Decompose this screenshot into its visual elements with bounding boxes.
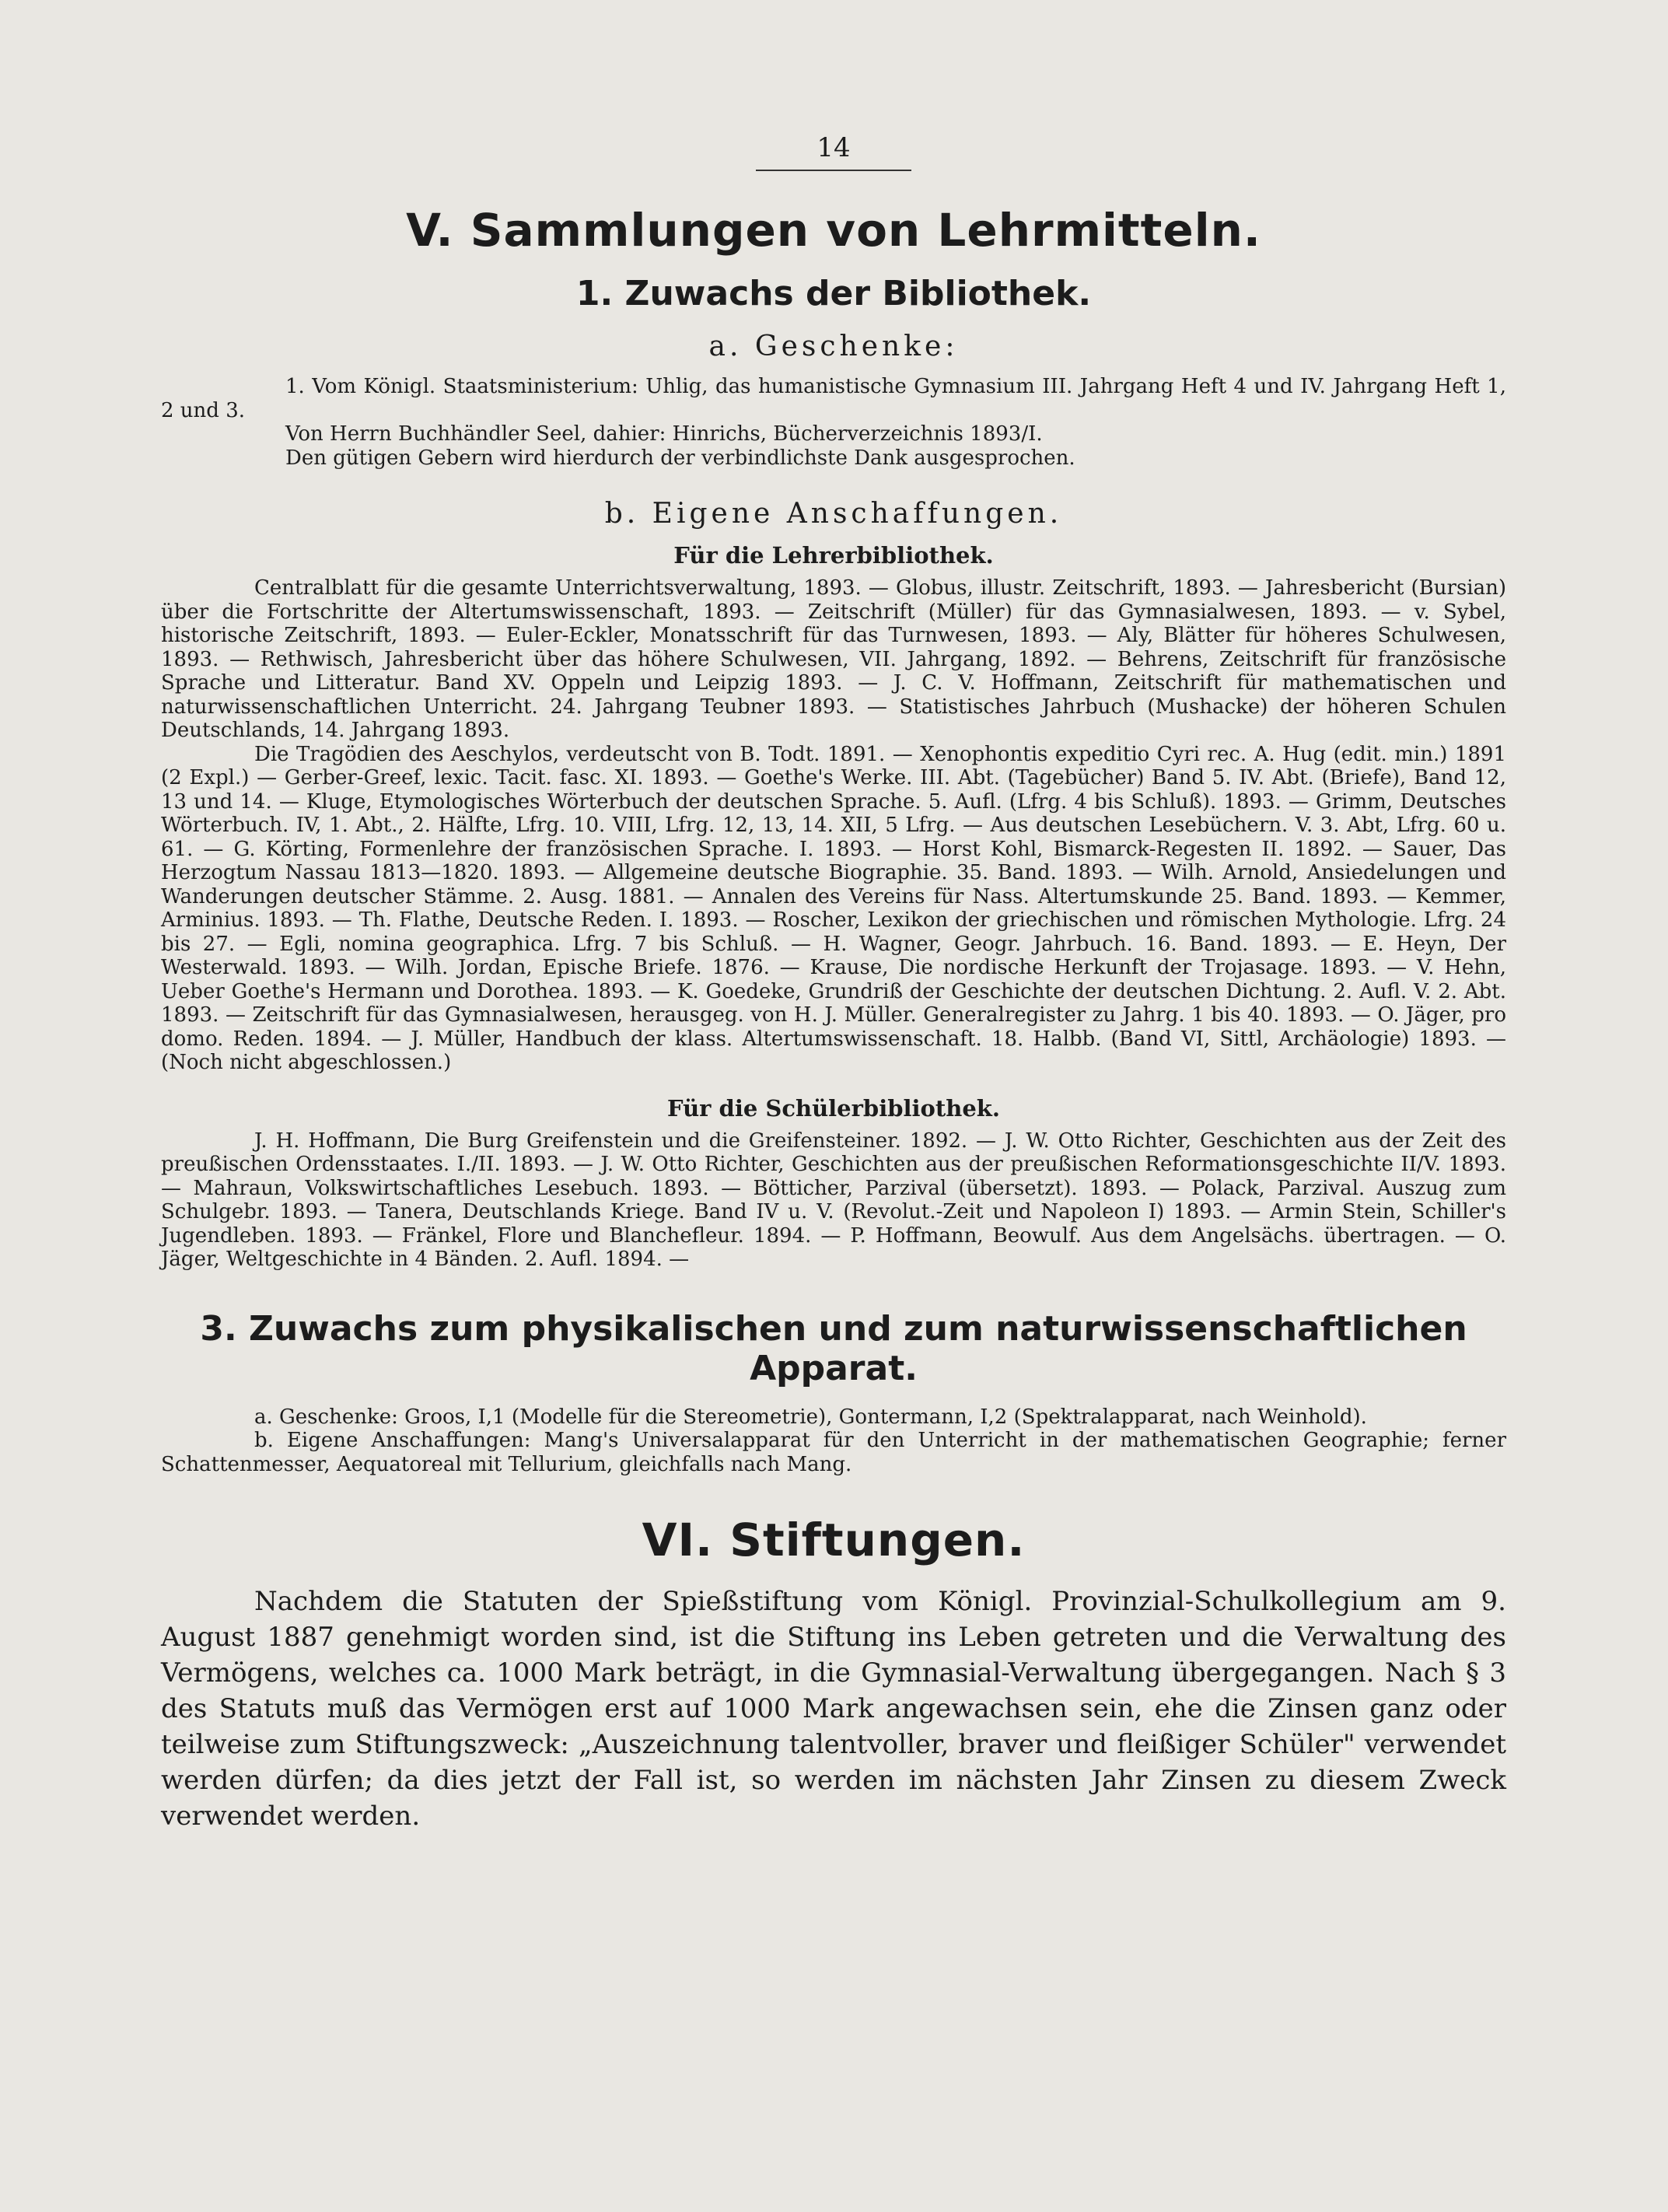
teacher-library-heading: Für die Lehrerbibliothek. bbox=[673, 542, 994, 569]
foundations-paragraph: Nachdem die Statuten der Spießstiftung vom Königl. Provinzial-Schulkollegium am 9. August 1887 genehmigt worden sind, ist die Stiftung ins Leben getreten und die Verwaltung des Vermögens, welches ca. 1000 Mark beträgt, in die Gymnasial-Verwaltung übergegangen. Nach § 3 des Statuts muß das Vermögen erst auf 1000 Mark angewachsen sein, ehe die Zinsen ganz oder teilweise zum Stiftungszweck: „Auszeichnung talentvoller, braver und fleißiger Schüler" verwendet werden dürfen; da dies jetzt der Fall ist, so werden im nächsten Jahr Zinsen zu diesem Zweck verwendet werden. bbox=[161, 1586, 1506, 1832]
apparatus-gifts: a. Geschenke: Groos, I,1 (Modelle für die Stereometrie), Gontermann, I,2 (Spektralapparat, nach Weinhold). bbox=[254, 1405, 1367, 1429]
gifts-ministry-paragraph: 1. Vom Königl. Staatsministerium: Uhlig, das humanistische Gymnasium III. Jahrgang Heft 4 und IV. Jahrgang Heft 1, 2 und 3. bbox=[161, 375, 1506, 422]
page-number-rule bbox=[756, 170, 911, 171]
section-v-heading: V. Sammlungen von Lehrmitteln. bbox=[406, 204, 1261, 257]
gifts-bookseller-paragraph: Von Herrn Buchhändler Seel, dahier: Hinrichs, Bücherverzeichnis 1893/I. bbox=[285, 422, 1043, 446]
teacher-library-periodicals: Centralblatt für die gesamte Unterrichtsverwaltung, 1893. — Globus, illustr. Zeitschrift, 1893. — Jahresbericht (Bursian) über die Fortschritte der Altertumswissenschaft, 1893. — Zeitschrift (Müller) für das Gymnasialwesen, 1893. — v. Sybel, historische Zeitschrift, 1893. — Euler-Eckler, Monatsschrift für das Turnwesen, 1893. — Aly, Blätter für höheres Schulwesen, 1893. — Rethwisch, Jahresbericht über das höhere Schulwesen, VII. Jahrgang, 1892. — Behrens, Zeitschrift für französische Sprache und Litteratur. Band XV. Oppeln und Leipzig 1893. — J. C. V. Hoffmann, Zeitschrift für mathematischen und naturwissenschaftlichen Unterricht. 24. Jahrgang Teubner 1893. — Statistisches Jahrbuch (Mushacke) der höheren Schulen Deutschlands, 14. Jahrgang 1893. bbox=[161, 576, 1506, 742]
apparatus-heading: 3. Zuwachs zum physikalischen und zum naturwissenschaftlichen Apparat. bbox=[200, 1308, 1467, 1388]
teacher-library-books: Die Tragödien des Aeschylos, verdeutscht von B. Todt. 1891. — Xenophontis expeditio Cyri rec. A. Hug (edit. min.) 1891 (2 Expl.) — Gerber-Greef, lexic. Tacit. fasc. XI. 1893. — Goethe's Werke. III. Abt. (Tagebücher) Band 5. IV. Abt. (Briefe), Band 12, 13 und 14. — Kluge, Etymologisches Wörterbuch der deutschen Sprache. 5. Aufl. (Lfrg. 4 bis Schluß). 1893. — Grimm, Deutsches Wörterbuch. IV, 1. Abt., 2. Hälfte, Lfrg. 10. VIII, Lfrg. 12, 13, 14. XII, 5 Lfrg. — Aus deutschen Lesebüchern. V. 3. Abt, Lfrg. 60 u. 61. — G. Körting, Formenlehre der französischen Sprache. I. 1893. — Horst Kohl, Bismarck-Regesten II. 1892. — Sauer, Das Herzogtum Nassau 1813—1820. 1893. — Allgemeine deutsche Biographie. 35. Band. 1893. — Wilh. Arnold, Ansiedelungen und Wanderungen deutscher Stämme. 2. Ausg. 1881. — Annalen des Vereins für Nass. Altertumskunde 25. Band. 1893. — Kemmer, Arminius. 1893. — Th. Flathe, Deutsche Reden. I. 1893. — Roscher, Lexikon der griechischen und römischen Mythologie. Lfrg. 24 bis 27. — Egli, nomina geographica. Lfrg. 7 bis Schluß. — H. Wagner, Geogr. Jahrbuch. 16. Band. 1893. — E. Heyn, Der Westerwald. 1893. — Wilh. Jordan, Epische Briefe. 1876. — Krause, Die nordische Herkunft der Trojasage. 1893. — V. Hehn, Ueber Goethe's Hermann und Dorothea. 1893. — K. Goedeke, Grundriß der Geschichte der deutschen Dichtung. 2. Aufl. V. 2. Abt. 1893. — Zeitschrift für das Gymnasialwesen, herausgeg. von H. J. Müller. Generalregister zu Jahrg. 1 bis 40. 1893. — O. Jäger, pro domo. Reden. 1894. — J. Müller, Handbuch der klass. Altertumswissenschaft. 18. Halbb. (Band VI, Sittl, Archäologie) 1893. — (Noch nicht abgeschlossen.) bbox=[161, 742, 1506, 1074]
gifts-heading: a. Geschenke: bbox=[708, 331, 959, 362]
page-content bbox=[161, 132, 1506, 1834]
library-heading: 1. Zuwachs der Bibliothek. bbox=[575, 274, 1092, 313]
section-vi-heading: VI. Stiftungen. bbox=[642, 1514, 1026, 1566]
student-library-books: J. H. Hoffmann, Die Burg Greifenstein und die Greifensteiner. 1892. — J. W. Otto Richter, Geschichten aus der Zeit des preußischen Ordensstaates. I./II. 1893. — J. W. Otto Richter, Geschichten aus der preußischen Reformationsgeschichte II/V. 1893. — Mahraun, Volkswirtschaftliches Lesebuch. 1893. — Bötticher, Parzival (übersetzt). 1893. — Polack, Parzival. Auszug zum Schulgebr. 1893. — Tanera, Deutschlands Kriege. Band IV u. V. (Revolut.-Zeit und Napoleon I) 1893. — Armin Stein, Schiller's Jugendleben. 1893. — Fränkel, Flore und Blanchefleur. 1894. — P. Hoffmann, Beowulf. Aus dem Angelsächs. übertragen. — O. Jäger, Weltgeschichte in 4 Bänden. 2. Aufl. 1894. — bbox=[161, 1129, 1506, 1271]
student-library-heading: Für die Schülerbibliothek. bbox=[667, 1094, 1000, 1122]
gifts-thanks-paragraph: Den gütigen Gebern wird hierdurch der verbindlichste Dank ausgesprochen. bbox=[285, 446, 1075, 470]
apparatus-acquisitions: b. Eigene Anschaffungen: Mang's Universalapparat für den Unterricht in der mathematischen Geographie; ferner Schattenmesser, Aequatoreal mit Tellurium, gleichfalls nach Mang. bbox=[161, 1429, 1506, 1476]
acquisitions-heading: b. Eigene Anschaffungen. bbox=[604, 498, 1063, 530]
page-number: 14 bbox=[817, 132, 851, 163]
